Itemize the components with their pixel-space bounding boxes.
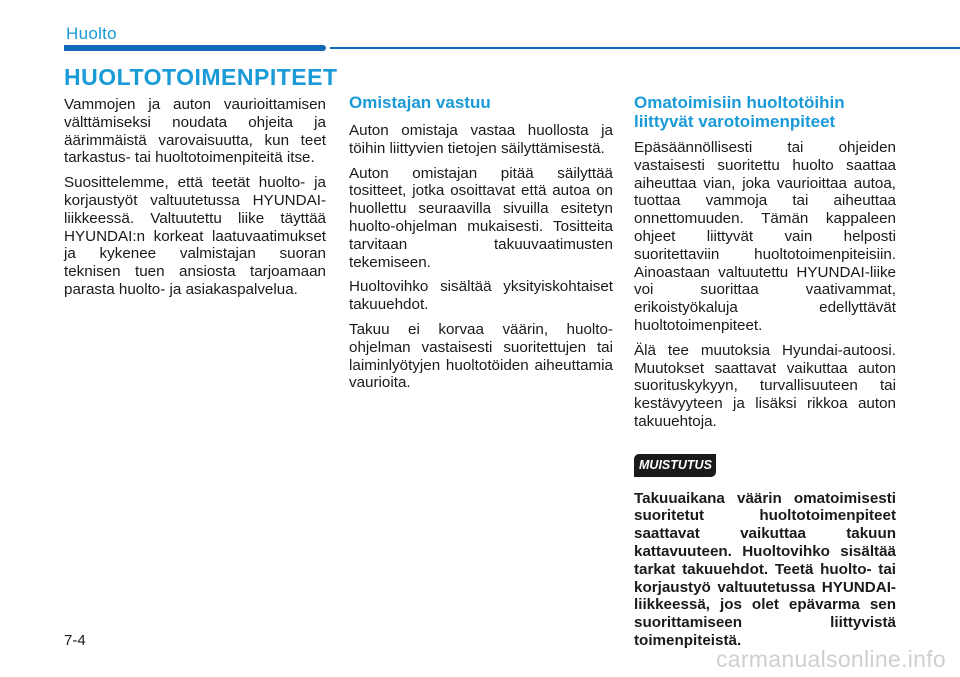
intro-paragraph: Vammojen ja auton vaurioittamisen välttämiseksi noudata ohjeita ja äärimmäistä varovaisuutta, kun teet tarkastus- tai huoltotoimenpiteitä itse. xyxy=(64,96,326,167)
column-precautions xyxy=(634,93,896,657)
precautions-paragraph: Älä tee muutoksia Hyundai-autoosi. Muutokset saattavat vaikuttaa auton suorituskykyyn, turvallisuuteen tai kestävyyteen ja lisäksi rikkoa auton takuuehtoja. xyxy=(634,341,896,430)
owner-responsibility-heading: Omistajan vastuu xyxy=(349,93,491,112)
column-intro xyxy=(64,96,326,306)
owner-paragraph: Huoltovihko sisältää yksityiskohtaiset takuuehdot. xyxy=(349,278,613,314)
owner-paragraph: Takuu ei korvaa väärin, huolto-ohjelman vastaisesti suoritettujen tai laiminlyötyjen huoltotöiden aiheuttamia vaurioita. xyxy=(349,320,613,392)
watermark: carmanualsonline.info xyxy=(715,646,946,672)
header-section-label: Huolto xyxy=(66,24,117,43)
page-title: HUOLTOTOIMENPITEET xyxy=(64,64,338,90)
header-bar-thick xyxy=(64,45,326,51)
header-rule xyxy=(330,47,960,49)
note-text: Takuuaikana väärin omatoimisesti suoritetut huoltotoimenpiteet saattavat vaikuttaa takuun kattavuuteen. Huoltovihko sisältää tarkat takuuehdot. Teetä huolto- tai korjaustyö valtuutetussa HYUNDAI-liikkeessä, jos olet epävarma sen suorittamiseen liittyvistä toimenpiteistä. xyxy=(634,489,896,649)
intro-paragraph: Suosittelemme, että teetät huolto- ja korjaustyöt valtuutetussa HYUNDAI-liikkeessä. Valtuutettu liike täyttää HYUNDAI:n korkeat laatuvaatimukset ja kykenee valmistajan suoran teknisen tuen ansiosta tarjoamaan parasta huolto- ja asiakaspalvelua. xyxy=(64,174,326,298)
page-number: 7-4 xyxy=(64,632,86,649)
precautions-heading: Omatoimisiin huoltotöihin liittyvät varotoimenpiteet xyxy=(634,93,845,131)
note-badge: MUISTUTUS xyxy=(634,454,716,477)
precautions-paragraph: Epäsäännöllisesti tai ohjeiden vastaisesti suoritettu huolto saattaa aiheuttaa vian, joka vaurioittaa autoa, tuottaa vammoja tai aiheuttaa onnettomuuden. Tämän kappaleen ohjeet liittyvät vain helposti suoritettaviin huoltotoimenpiteisiin. Ainoastaan valtuutettu HYUNDAI-liike voi suorittaa vaativammat, erikoistyökaluja edellyttävät huoltotoimenpiteet. xyxy=(634,139,896,334)
owner-paragraph: Auton omistaja vastaa huollosta ja töihin liittyvien tietojen säilyttämisestä. xyxy=(349,122,613,157)
column-owner-responsibility xyxy=(349,93,613,399)
owner-paragraph: Auton omistajan pitää säilyttää tositteet, jotka osoittavat että autoa on huollettu seuraavilla sivuilla esitetyn huolto-ohjelman mukaisesti. Tositteita tarvitaan takuuvaatimusten tekemiseen. xyxy=(349,164,613,271)
